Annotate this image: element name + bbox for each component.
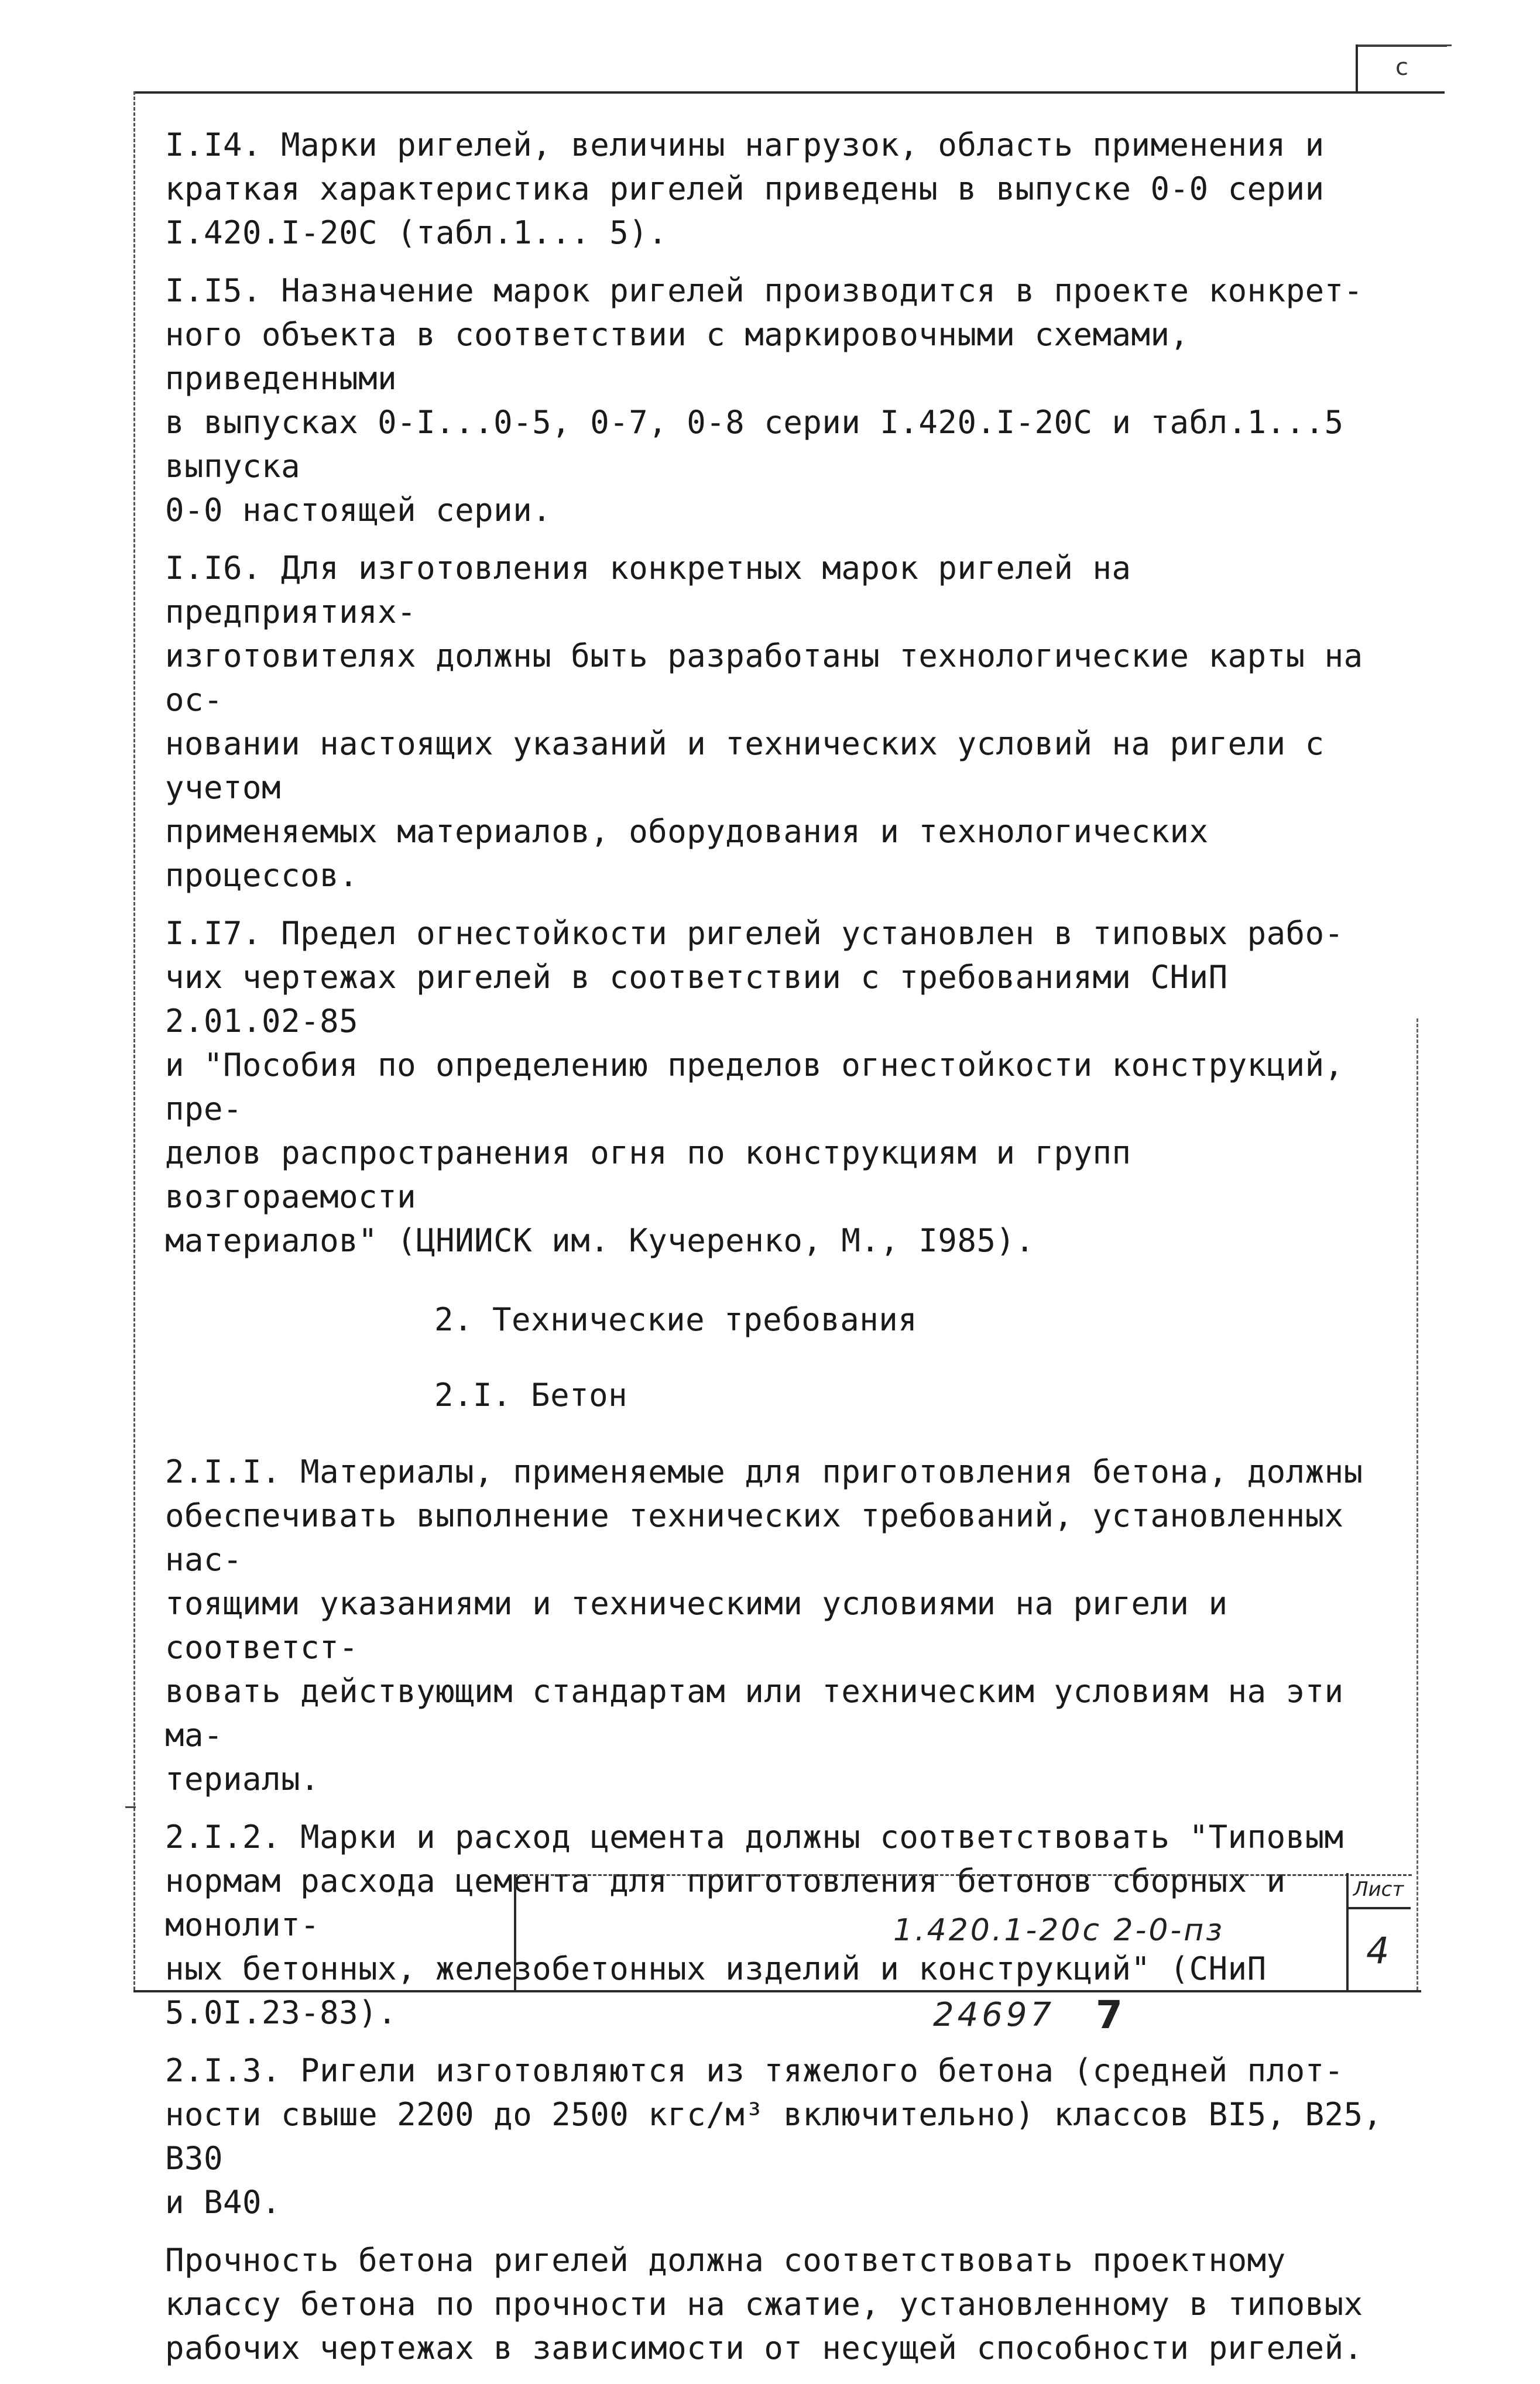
- sheet-number: 4: [1366, 1929, 1390, 1972]
- paragraph-1-17: I.I7. Предел огнестойкости ригелей установлен в типовых рабо- чих чертежах ригелей в соответствии с требованиями СНиП 2.01.02-85 и "Пособия по определению пределов огнестойкости конструкций, пре- делов распространения огня по конструкциям и групп возгораемости материалов" (ЦНИИСК им. Кучеренко, М., I985).: [165, 915, 1344, 1259]
- inventory-number: 24697: [933, 1996, 1055, 2034]
- sheet-label: Лист: [1353, 1878, 1404, 1901]
- frame-right-line: [1416, 1018, 1418, 1990]
- corner-stamp-line: [1358, 44, 1452, 46]
- sheet-box-divider: [1346, 1907, 1411, 1909]
- paragraph-2-1-3: 2.I.3. Ригели изготовляются из тяжелого бетона (средней плот- ности свыше 2200 до 2500 кгс/м³ включительно) классов BI5, B25, B30 и B40.: [165, 2052, 1383, 2221]
- paragraph-2-1-2: 2.I.2. Марки и расход цемента должны соответствовать "Типовым нормам расхода цемента для приготовления бетонов сборных и монолит- ных бетонных, железобетонных изделий и конструкций" (СНиП 5.0I.23-83).: [165, 1819, 1344, 2031]
- margin-tick: [125, 1806, 136, 1808]
- paragraph-1-16: I.I6. Для изготовления конкретных марок ригелей на предприятиях- изготовителях должны быть разработаны технологические карты на ос- новании настоящих указаний и технических условий на ригели с учетом применяемых материалов, оборудования и технологических процессов.: [165, 550, 1363, 894]
- paragraph-strength: Прочность бетона ригелей должна соответствовать проектному классу бетона по прочности на сжатие, установленному в типовых рабочих чертежах в зависимости от несущей способности ригелей.: [165, 2242, 1363, 2366]
- paragraph-1-14: I.I4. Марки ригелей, величины нагрузок, область применения и краткая характеристика ригелей приведены в выпуске 0-0 серии I.420.I-20С (табл.1... 5).: [165, 126, 1325, 251]
- frame-left-line: [133, 91, 135, 1990]
- paragraph-2-1-1: 2.I.I. Материалы, применяемые для приготовления бетона, должны обеспечивать выполнение технических требований, установленных нас- тоящими указаниями и техническими условиями на ригели и соответст- вовать действующим стандартам или техническим условиям на эти ма- териалы.: [165, 1453, 1363, 1798]
- section-heading-2: 2. Технические требования: [434, 1301, 918, 1338]
- page-number: 7: [1096, 1992, 1123, 2037]
- document-designation: 1.420.1-20с 2-0-пз: [893, 1913, 1225, 1948]
- corner-mark: с: [1395, 54, 1408, 81]
- frame-top-line: [133, 91, 1445, 94]
- paragraph-1-15: I.I5. Назначение марок ригелей производится в проекте конкрет- ного объекта в соответствии с маркировочными схемами, приведенными в выпусках 0-I...0-5, 0-7, 0-8 серии I.420.I-20С и табл.1...5 выпуска 0-0 настоящей серии.: [165, 272, 1363, 529]
- section-heading-2-1: 2.I. Бетон: [434, 1377, 628, 1414]
- document-body: [165, 123, 1383, 2384]
